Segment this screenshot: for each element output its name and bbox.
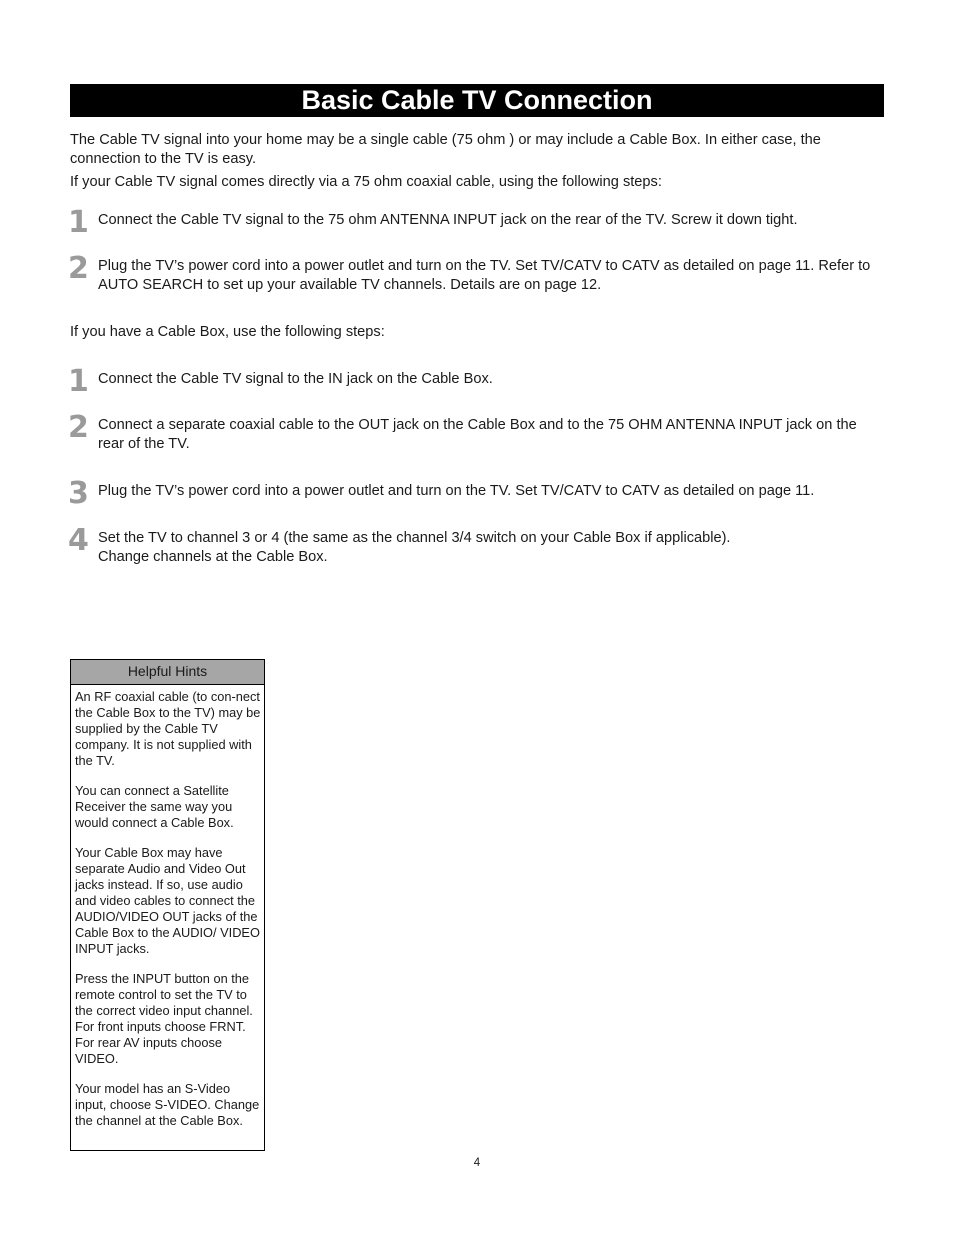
intro-paragraph: The Cable TV signal into your home may be a single cable (75 ohm ) or may include a Cable Box. In either case, the connection to the TV is easy. xyxy=(70,132,821,167)
step-number: 3 xyxy=(68,476,89,511)
step-number: 1 xyxy=(68,364,89,399)
step-text: Connect a separate coaxial cable to the OUT jack on the Cable Box and to the 75 OHM ANTENNA INPUT jack on the rear of the TV. xyxy=(98,417,857,452)
step-number: 1 xyxy=(68,205,89,240)
hint-item: Your Cable Box may have separate Audio and Video Out jacks instead. If so, use audio and video cables to connect the AUDIO/VIDEO OUT jacks of the Cable Box to the AUDIO/ VIDEO INPUT jacks. xyxy=(75,845,260,956)
step-text: Plug the TV’s power cord into a power outlet and turn on the TV. Set TV/CATV to CATV as detailed on page 11. Refer to AUTO SEARCH to set up your available TV channels. Details are on page 12. xyxy=(98,258,871,293)
helpful-hints-box xyxy=(70,659,265,1151)
cable-box-paragraph: If you have a Cable Box, use the following steps: xyxy=(70,324,385,340)
hint-item: Press the INPUT button on the remote control to set the TV to the correct video input channel. For front inputs choose FRNT. For rear AV inputs choose VIDEO. xyxy=(75,971,253,1066)
step-text: Connect the Cable TV signal to the 75 ohm ANTENNA INPUT jack on the rear of the TV. Screw it down tight. xyxy=(98,212,798,228)
hint-item: An RF coaxial cable (to con-nect the Cable Box to the TV) may be supplied by the Cable TV company. It is not supplied with the TV. xyxy=(75,689,261,768)
hint-item: Your model has an S-Video input, choose S-VIDEO. Change the channel at the Cable Box. xyxy=(75,1081,260,1128)
direct-cable-paragraph: If your Cable TV signal comes directly via a 75 ohm coaxial cable, using the following steps: xyxy=(70,174,662,190)
step-text: Plug the TV’s power cord into a power outlet and turn on the TV. Set TV/CATV to CATV as detailed on page 11. xyxy=(98,483,815,499)
page-number: 4 xyxy=(473,1157,481,1169)
step-number: 2 xyxy=(68,251,89,286)
page-title: Basic Cable TV Connection xyxy=(70,84,884,117)
helpful-hints-body xyxy=(71,685,264,1129)
step-text: Connect the Cable TV signal to the IN jack on the Cable Box. xyxy=(98,371,493,387)
helpful-hints-header: Helpful Hints xyxy=(71,660,264,685)
hint-item: You can connect a Satellite Receiver the same way you would connect a Cable Box. xyxy=(75,783,234,830)
step-number: 2 xyxy=(68,410,89,445)
step-number: 4 xyxy=(68,523,89,558)
step-text: Set the TV to channel 3 or 4 (the same as the channel 3/4 switch on your Cable Box if applicable). Change channels at the Cable Box. xyxy=(98,530,731,565)
